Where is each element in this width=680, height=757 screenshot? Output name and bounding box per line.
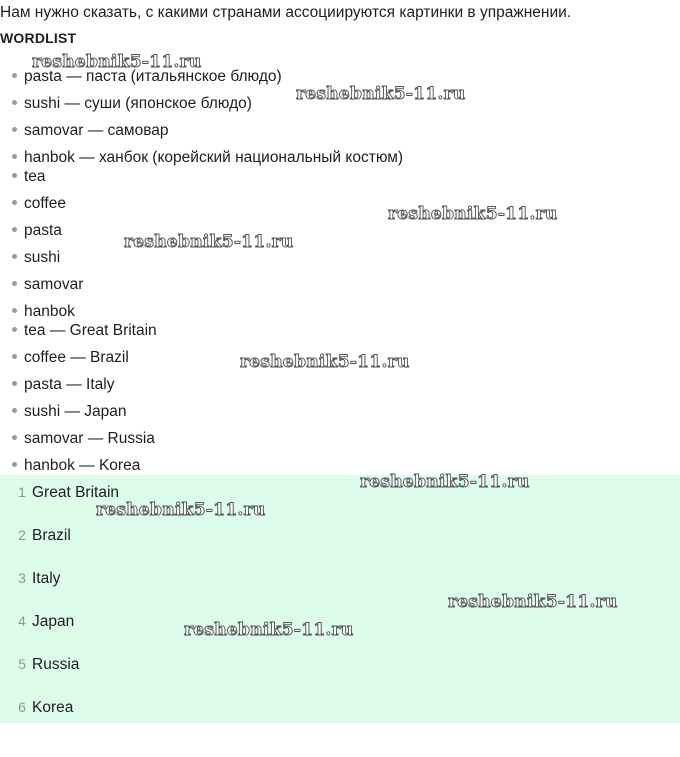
answer-item [0, 525, 71, 545]
bullet-icon [12, 227, 17, 232]
answer-text: Great Britain [32, 484, 120, 501]
answers-block [0, 475, 680, 723]
list-item: coffee [0, 194, 66, 214]
answer-number: 5 [18, 656, 26, 672]
bullet-icon [12, 73, 17, 78]
bullet-icon [12, 354, 17, 359]
watermark: reshebnik5-11.ru [360, 472, 530, 492]
bullet-icon [12, 462, 17, 467]
list-item: samovar — Russia [0, 429, 155, 449]
bullet-icon [12, 381, 17, 386]
list-item: sushi — суши (японское блюдо) [0, 94, 252, 114]
watermark: reshebnik5-11.ru [448, 592, 618, 612]
bullet-icon [12, 308, 17, 313]
bullet-icon [12, 408, 17, 413]
answer-text: Korea [32, 699, 74, 716]
list-item: tea [0, 167, 46, 187]
list-item: pasta — Italy [0, 375, 114, 395]
answer-item [0, 568, 60, 588]
bullet-icon [12, 327, 17, 332]
watermark: reshebnik5-11.ru [32, 52, 202, 72]
answer-text: Brazil [32, 527, 71, 544]
bullet-icon [12, 200, 17, 205]
list-item: samovar [0, 275, 83, 295]
answer-text: Russia [32, 656, 80, 673]
list-item: coffee — Brazil [0, 348, 129, 368]
list-item: pasta — паста (итальянское блюдо) [0, 67, 282, 87]
list-item: sushi — Japan [0, 402, 127, 422]
answer-text: Italy [32, 570, 61, 587]
answer-number: 4 [18, 613, 26, 629]
answer-number: 1 [18, 484, 26, 500]
list-item: tea — Great Britain [0, 321, 157, 341]
watermark: reshebnik5-11.ru [296, 84, 466, 104]
list-item: pasta [0, 221, 62, 241]
bullet-icon [12, 281, 17, 286]
watermark: reshebnik5-11.ru [240, 352, 410, 372]
bullet-icon [12, 127, 17, 132]
answer-number: 6 [18, 699, 26, 715]
answer-item [0, 482, 119, 502]
bullet-icon [12, 100, 17, 105]
watermark: reshebnik5-11.ru [388, 204, 558, 224]
list-item: hanbok — Korea [0, 456, 140, 476]
bullet-icon [12, 254, 17, 259]
list-item: hanbok [0, 302, 75, 322]
watermark: reshebnik5-11.ru [124, 232, 294, 252]
answer-item [0, 611, 74, 631]
answer-number: 3 [18, 570, 26, 586]
bullet-icon [12, 173, 17, 178]
list-item: sushi [0, 248, 60, 268]
watermark: reshebnik5-11.ru [184, 620, 354, 640]
wordlist-heading: WORDLIST [0, 30, 77, 46]
answer-item [0, 654, 79, 674]
bullet-icon [12, 154, 17, 159]
watermark: reshebnik5-11.ru [96, 500, 266, 520]
list-item: samovar — самовар [0, 121, 169, 141]
list-item: hanbok — ханбок (корейский национальный костюм) [0, 148, 403, 168]
answer-number: 2 [18, 527, 26, 543]
answer-item [0, 697, 73, 717]
intro-text: Нам нужно сказать, с какими странами ассоциируются картинки в упражнении. [0, 4, 572, 21]
answer-text: Japan [32, 613, 75, 630]
bullet-icon [12, 435, 17, 440]
